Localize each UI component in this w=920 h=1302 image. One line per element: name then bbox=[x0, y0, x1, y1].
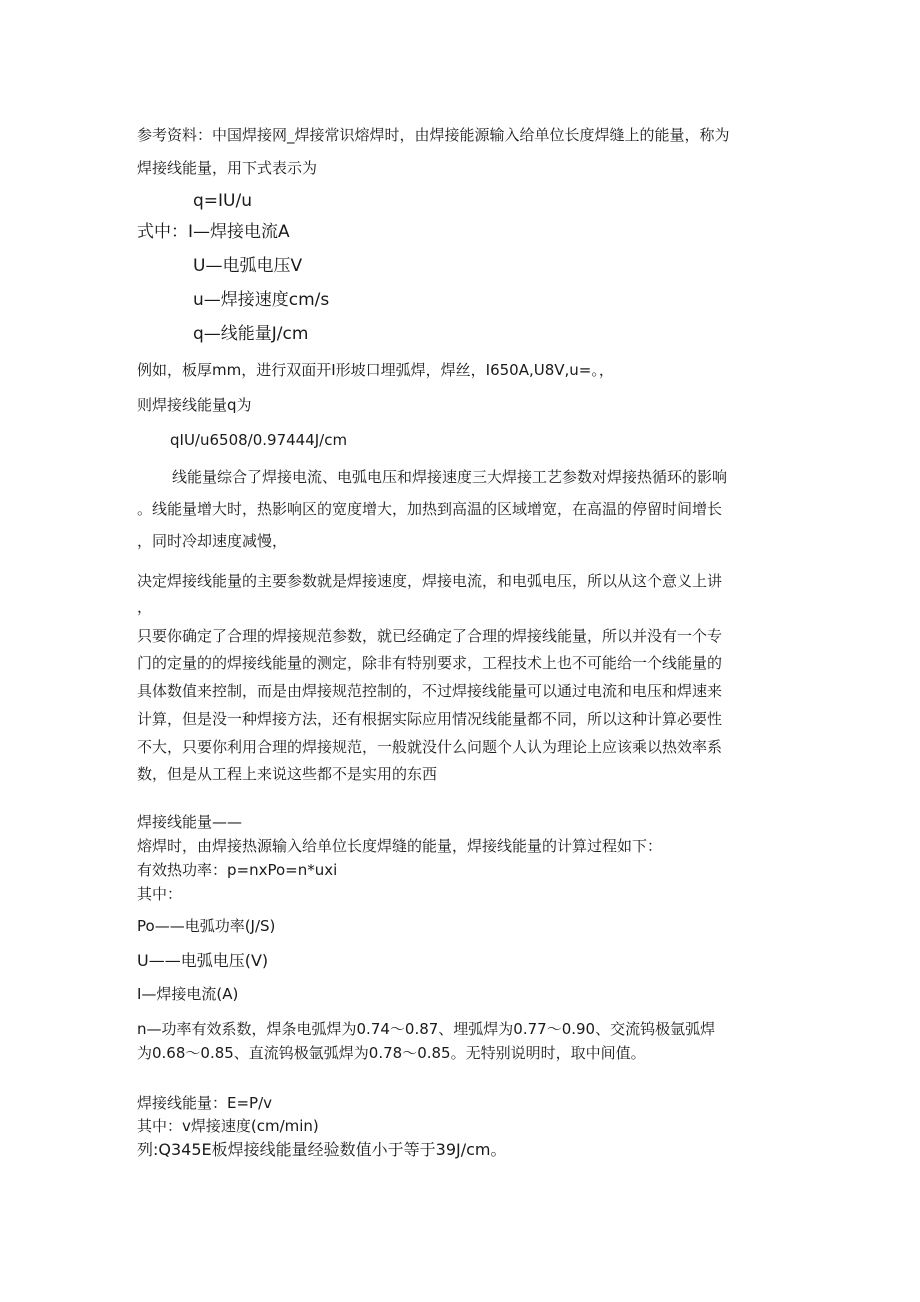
definition-po: Po——电弧功率(J/S) bbox=[137, 917, 276, 935]
example-formula: qIU/u6508/0.97444J/cm bbox=[170, 431, 348, 449]
where-line-voltage: U—电弧电压V bbox=[193, 256, 303, 276]
energy-example: 列:Q345E板焊接线能量经验数值小于等于39J/cm。 bbox=[137, 1140, 507, 1159]
definition-i: I—焊接电流(A) bbox=[137, 985, 239, 1003]
energy-where: 其中：v焊接速度(cm/min) bbox=[137, 1117, 319, 1135]
section-line-1: 熔焊时，由焊接热源输入给单位长度焊缝的能量，焊接线能量的计算过程如下： bbox=[137, 837, 663, 855]
paragraph-3-line-4: 计算，但是没一种焊接方法，还有根据实际应用情况线能量都不同，所以这种计算必要性 bbox=[137, 710, 723, 728]
paragraph-2-line-2: ， bbox=[137, 598, 153, 616]
section-line-3: 其中： bbox=[137, 885, 183, 903]
example-line-2: 则焊接线能量q为 bbox=[137, 396, 252, 414]
paragraph-2-line-1: 决定焊接线能量的主要参数就是焊接速度，焊接电流，和电弧电压，所以从这个意义上讲 bbox=[137, 572, 723, 590]
paragraph-3-line-1: 只要你确定了合理的焊接规范参数，就已经确定了合理的焊接线能量，所以并没有一个专 bbox=[137, 627, 723, 645]
paragraph-1-line-2: 。线能量增大时，热影响区的宽度增大，加热到高温的区域增宽，在高温的停留时间增长 bbox=[137, 500, 723, 518]
paragraph-3-line-3: 具体数值来控制，而是由焊接规范控制的，不过焊接线能量可以通过电流和电压和焊速来 bbox=[137, 682, 723, 700]
paragraph-1-line-3: ，同时冷却速度减慢， bbox=[137, 532, 288, 550]
paragraph-3-line-6: 数，但是从工程上来说这些都不是实用的东西 bbox=[137, 765, 438, 783]
paragraph-1-line-1: 线能量综合了焊接电流、电弧电压和焊接速度三大焊接工艺参数对焊接热循环的影响 bbox=[172, 468, 728, 486]
main-formula: q=IU/u bbox=[193, 191, 252, 211]
intro-line-2: 焊接线能量，用下式表示为 bbox=[137, 159, 318, 177]
definition-u: U——电弧电压(V) bbox=[137, 951, 269, 970]
definition-n-line-2: 为0.68～0.85、直流钨极氩弧焊为0.78～0.85。无特别说明时，取中间值。 bbox=[137, 1044, 646, 1062]
where-line-energy: q—线能量J/cm bbox=[193, 324, 309, 344]
example-line-1: 例如，板厚mm，进行双面开I形坡口埋弧焊，焊丝，I650A,U8V,u=。， bbox=[137, 361, 614, 379]
definition-n-line-1: n—功率有效系数，焊条电弧焊为0.74～0.87、埋弧焊为0.77～0.90、交流钨极氩弧焊 bbox=[137, 1020, 716, 1038]
paragraph-3-line-2: 门的定量的的焊接线能量的测定，除非有特别要求，工程技术上也不可能给一个线能量的 bbox=[137, 654, 723, 672]
energy-formula: 焊接线能量：E=P/v bbox=[137, 1094, 273, 1112]
section-title: 焊接线能量—— bbox=[137, 813, 243, 831]
where-line-speed: u—焊接速度cm/s bbox=[193, 290, 330, 310]
where-line-current: 式中：I—焊接电流A bbox=[137, 222, 290, 242]
paragraph-3-line-5: 不大，只要你利用合理的焊接规范，一般就没什么问题个人认为理论上应该乘以热效率系 bbox=[137, 738, 723, 756]
intro-line-1: 参考资料：中国焊接网_焊接常识熔焊时，由焊接能源输入给单位长度焊缝上的能量，称为 bbox=[137, 126, 730, 144]
section-line-2: 有效热功率：p=nxPo=n*uxi bbox=[137, 861, 338, 879]
